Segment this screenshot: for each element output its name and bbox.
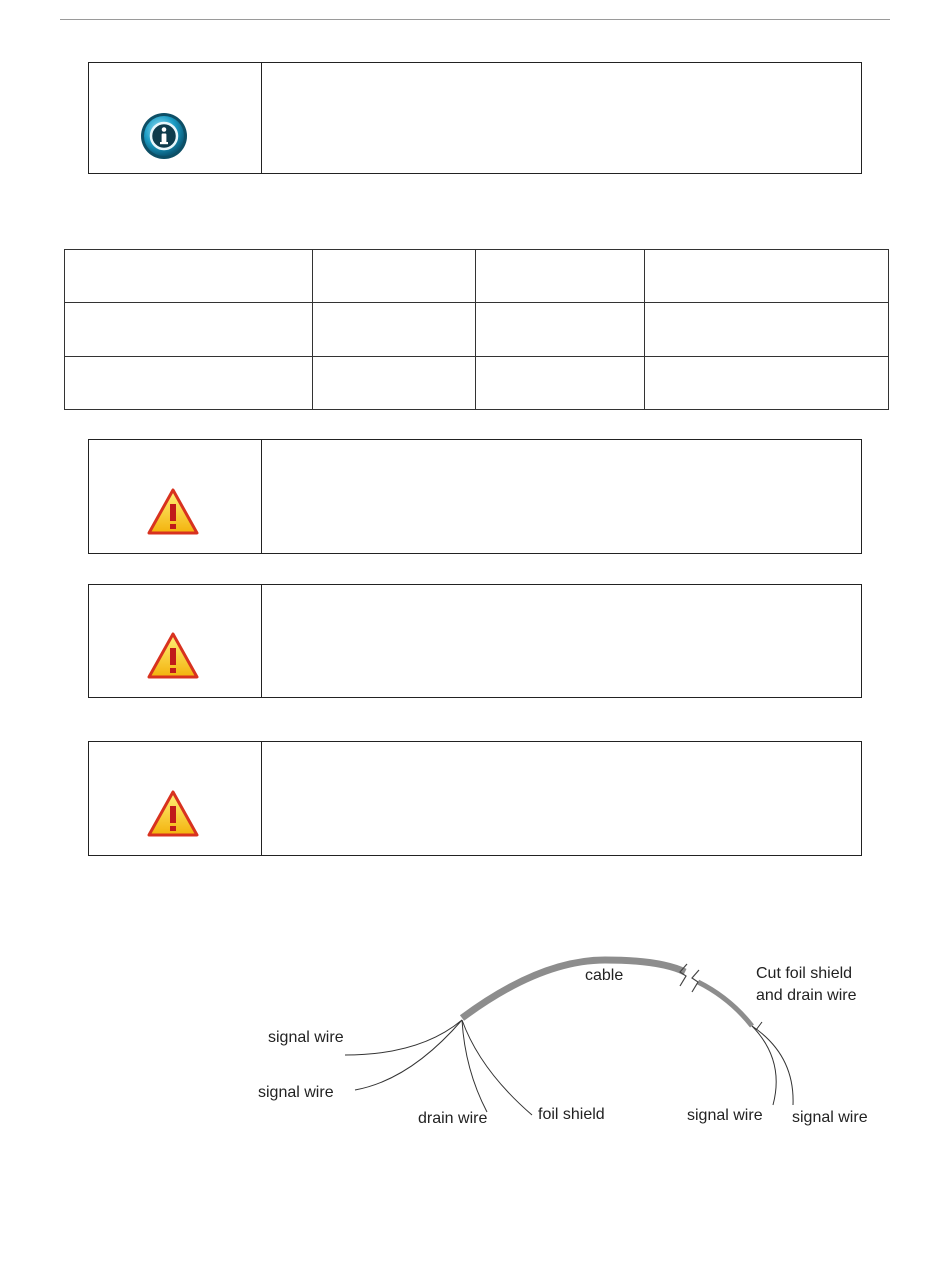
warning-notice: [88, 584, 862, 698]
notice-icon-cell: [89, 742, 262, 855]
notice-icon-cell: [89, 440, 262, 553]
drain-wire-line: [462, 1020, 487, 1112]
table-row: [65, 356, 889, 409]
notice-text-cell: [262, 63, 861, 173]
label-cut-note-1: Cut foil shield: [756, 965, 853, 982]
table-row: [65, 303, 889, 356]
warning-icon: [147, 790, 199, 838]
label-cut-note-2: and drain wire: [756, 987, 857, 1004]
cable-body-cut-end: [698, 982, 752, 1026]
cut-pointer: [756, 1022, 762, 1030]
label-signal-wire-left-lower: signal wire: [258, 1084, 334, 1101]
foil-shield-line: [462, 1020, 532, 1115]
table-cell: [313, 356, 476, 409]
warning-notice: [88, 741, 862, 856]
label-cable: cable: [585, 967, 624, 984]
label-drain-wire: drain wire: [418, 1110, 488, 1127]
notice-icon-cell: [89, 585, 262, 697]
cable-body: [462, 960, 685, 1018]
table-cell: [65, 356, 313, 409]
header-rule: [60, 19, 890, 20]
table-cell: [313, 303, 476, 356]
warning-icon: [147, 632, 199, 680]
table-cell: [313, 250, 476, 303]
notice-text-cell: [262, 742, 861, 855]
signal-wire-right-1-line: [752, 1026, 776, 1105]
table-cell: [645, 303, 889, 356]
cable-diagram: [240, 940, 880, 1140]
label-signal-wire-right-2: signal wire: [792, 1109, 868, 1126]
table-cell: [65, 303, 313, 356]
label-foil-shield: foil shield: [538, 1106, 605, 1123]
notice-text-cell: [262, 585, 861, 697]
cable-break-mark: [692, 970, 699, 992]
table-cell: [476, 303, 645, 356]
table-row: [65, 250, 889, 303]
signal-wire-left-upper: [345, 1020, 462, 1055]
signal-wire-right-2-line: [752, 1026, 793, 1105]
spec-table: [64, 249, 889, 410]
label-signal-wire-right-1: signal wire: [687, 1107, 763, 1124]
table-cell: [476, 356, 645, 409]
table-cell: [65, 250, 313, 303]
notice-icon-cell: [89, 63, 262, 173]
info-notice: [88, 62, 862, 174]
warning-icon: [147, 488, 199, 536]
table-cell: [476, 250, 645, 303]
label-signal-wire-left-upper: signal wire: [268, 1029, 344, 1046]
info-icon: [139, 111, 189, 161]
table-cell: [645, 356, 889, 409]
notice-text-cell: [262, 440, 861, 553]
signal-wire-left-lower: [355, 1020, 462, 1090]
warning-notice: [88, 439, 862, 554]
table-cell: [645, 250, 889, 303]
